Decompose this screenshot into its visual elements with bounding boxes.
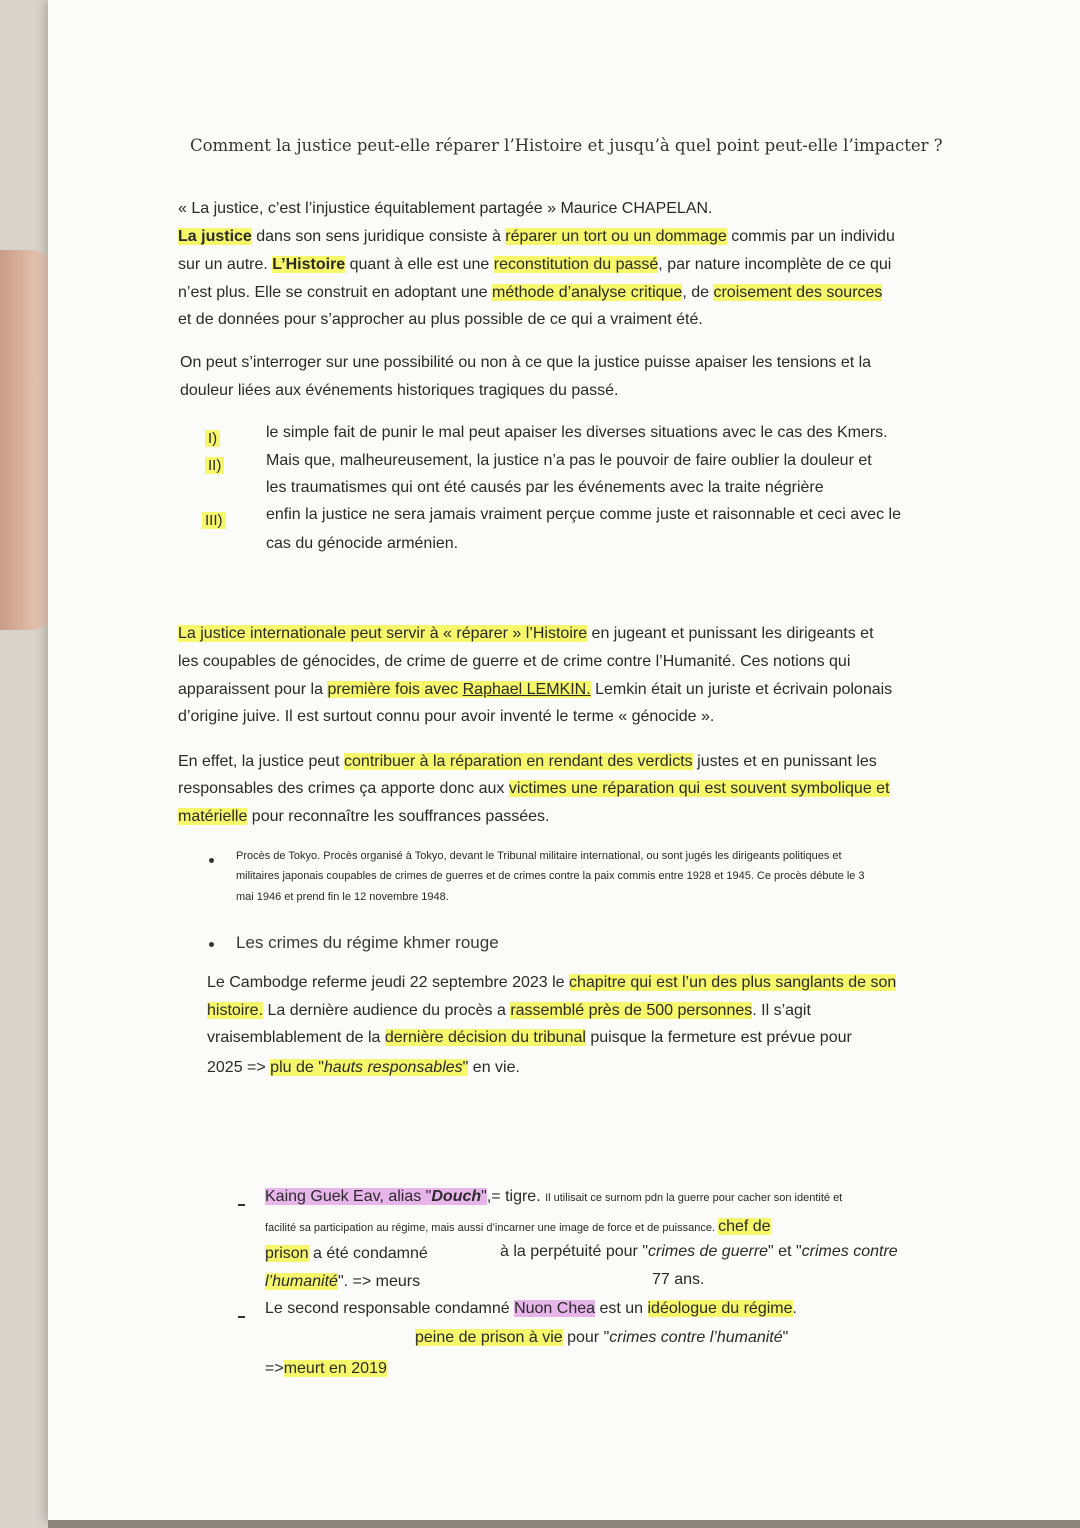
- douch-line-3-sentence: à la perpétuité pour "crimes de guerre" et "crimes contre: [500, 1243, 898, 1260]
- douch-line-3: prison a été condamné: [265, 1245, 428, 1262]
- khmer-heading: Les crimes du régime khmer rouge: [236, 933, 499, 952]
- question-line-2: douleur liées aux événements historiques tragiques du passé.: [180, 382, 619, 399]
- para2-line-1: En effet, la justice peut contribuer à la réparation en rendant des verdicts justes et en punissant les: [178, 753, 877, 770]
- para2-line-2: responsables des crimes ça apporte donc aux victimes une réparation qui est souvent symbolique et: [178, 780, 890, 797]
- intro-line-3: sur un autre. L’Histoire quant à elle est une reconstitution du passé, par nature incomplète de ce qui: [178, 256, 892, 273]
- part1-line-2: les coupables de génocides, de crime de guerre et de crime contre l’Humanité. Ces notions qui: [178, 653, 851, 670]
- tokyo-line-1: Procès de Tokyo. Procès organisé à Tokyo, devant le Tribunal militaire international, ou sont jugés les dirigeants politiques et: [236, 850, 842, 862]
- khmer-line-1: Le Cambodge referme jeudi 22 septembre 2023 le chapitre qui est l’un des plus sanglants de son: [207, 974, 897, 991]
- khmer-line-3: vraisemblablement de la dernière décision du tribunal puisque la fermeture est prévue pour: [207, 1029, 852, 1046]
- plan-point-1: le simple fait de punir le mal peut apaiser les diverses situations avec le cas des Kmers.: [266, 424, 888, 441]
- dash-icon: [238, 1316, 245, 1318]
- bullet-icon: [209, 942, 214, 947]
- nuon-line-3: =>meurt en 2019: [265, 1360, 387, 1377]
- document-title: Comment la justice peut-elle réparer l’Histoire et jusqu’à quel point peut-elle l’impacter ?: [190, 136, 943, 155]
- intro-quote: « La justice, c’est l’injustice équitablement partagée » Maurice CHAPELAN.: [178, 200, 713, 217]
- douch-line-1: Kaing Guek Eav, alias "Douch",= tigre. Il utilisait ce surnom pdn la guerre pour cacher son identité et: [265, 1188, 843, 1205]
- plan-point-3a: enfin la justice ne sera jamais vraiment perçue comme juste et raisonnable et ceci avec le: [266, 506, 901, 523]
- nuon-line-1: Le second responsable condamné Nuon Chea est un idéologue du régime.: [265, 1300, 797, 1317]
- plan-point-3b: cas du génocide arménien.: [266, 535, 459, 552]
- douch-line-4: l’humanité". => meurs: [265, 1273, 421, 1290]
- plan-number-1: I): [205, 430, 220, 447]
- part1-line-1: La justice internationale peut servir à « réparer » l’Histoire en jugeant et punissant les dirigeants et: [178, 625, 874, 642]
- plan-point-2a: Mais que, malheureusement, la justice n’a pas le pouvoir de faire oublier la douleur et: [266, 452, 872, 469]
- intro-line-4: n’est plus. Elle se construit en adoptant une méthode d’analyse critique, de croisement des sources: [178, 284, 883, 301]
- intro-line-5: et de données pour s’approcher au plus possible de ce qui a vraiment été.: [178, 311, 703, 328]
- khmer-line-2: histoire. La dernière audience du procès a rassemblé près de 500 personnes. Il s’agit: [207, 1002, 811, 1019]
- part1-line-3: apparaissent pour la première fois avec Raphael LEMKIN. Lemkin était un juriste et écrivain polonais: [178, 681, 893, 698]
- tokyo-line-3: mai 1946 et prend fin le 12 novembre 1948.: [236, 891, 449, 903]
- dash-icon: [238, 1204, 245, 1206]
- plan-number-3: III): [202, 512, 226, 529]
- plan-number-2: II): [205, 457, 224, 474]
- page-bottom-edge: [48, 1520, 1080, 1528]
- bullet-icon: [209, 858, 214, 863]
- intro-line-2: La justice dans son sens juridique consiste à réparer un tort ou un dommage commis par un individu: [178, 228, 895, 245]
- part1-line-4: d’origine juive. Il est surtout connu pour avoir inventé le terme « génocide ».: [178, 708, 715, 725]
- nuon-line-2: peine de prison à vie pour "crimes contre l’humanité": [415, 1329, 789, 1346]
- douch-age: 77 ans.: [652, 1271, 705, 1288]
- douch-line-2: facilité sa participation au régime, mais aussi d’incarner une image de force et de puissance. chef de: [265, 1218, 771, 1235]
- plan-point-2b: les traumatismes qui ont été causés par les événements avec la traite négrière: [266, 479, 824, 496]
- question-line-1: On peut s’interroger sur une possibilité ou non à ce que la justice puisse apaiser les tensions et la: [180, 354, 872, 371]
- khmer-line-4: 2025 => plu de "hauts responsables" en vie.: [207, 1059, 520, 1076]
- tokyo-line-2: militaires japonais coupables de crimes de guerres et de crimes contre la paix commis entre 1928 et 1945. Ce procès débute le 3: [236, 870, 865, 882]
- para2-line-3: matérielle pour reconnaître les souffrances passées.: [178, 808, 550, 825]
